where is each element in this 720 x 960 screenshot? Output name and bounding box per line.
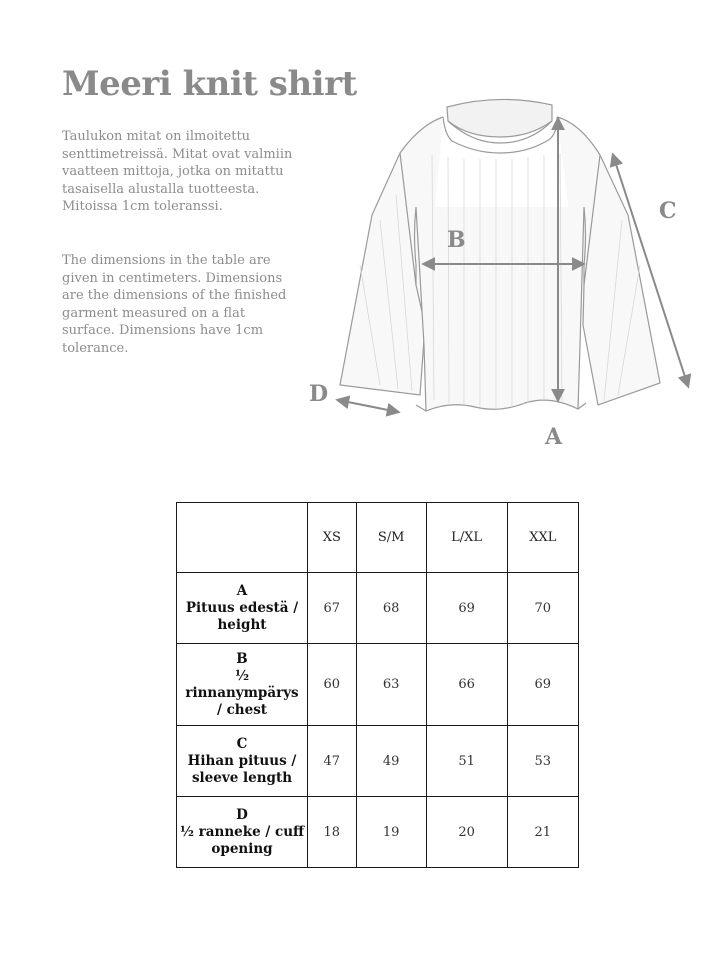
table-cell: 67 [308,573,357,644]
table-cell: 68 [356,573,426,644]
arrow-d-cuff [338,400,398,412]
row-code: B [236,650,248,667]
description-english: The dimensions in the table are given in centimeters. Dimensions are the dimensions of the finished garment measured on a flat surface. Dimensions have 1cm tolerance. [62,253,287,356]
table-cell: 60 [308,644,357,726]
table-cell: 21 [507,797,578,868]
table-cell: 20 [426,797,507,868]
row-name: ½ ranneke / cuff opening [179,823,305,857]
row-header [177,726,308,797]
row-code: A [236,582,248,599]
row-code: D [236,806,248,823]
table-cell: 69 [426,573,507,644]
sweater-drawing [300,95,700,455]
row-header [177,797,308,868]
column-header: XS [308,503,357,573]
row-header [177,644,308,726]
label-a: A [545,424,563,450]
table-cell: 19 [356,797,426,868]
table-row [177,726,579,797]
table-corner-cell [177,503,308,573]
row-name: Pituus edestä / height [185,599,299,633]
description-finnish: Taulukon mitat on ilmoitettu senttimetreissä. Mitat ovat valmiin vaatteen mittoja, jotka on mitattu tasaisella alustalla tuotteesta. Mitoissa 1cm toleranssi. [62,129,293,214]
column-header: L/XL [426,503,507,573]
row-name: ½ rinnanympärys / chest [185,667,299,718]
table-cell: 69 [507,644,578,726]
table-cell: 49 [356,726,426,797]
size-table [176,502,579,868]
column-header: XXL [507,503,578,573]
table-cell: 47 [308,726,357,797]
page-title: Meeri knit shirt [62,64,357,104]
row-name: Hihan pituus / sleeve length [187,752,297,786]
table-cell: 18 [308,797,357,868]
table-cell: 70 [507,573,578,644]
label-d: D [309,381,329,407]
label-c: C [659,198,677,224]
row-code: C [236,735,248,752]
label-b: B [447,227,466,253]
sweater-outline [340,99,660,411]
table-cell: 53 [507,726,578,797]
table-cell: 63 [356,644,426,726]
column-header: S/M [356,503,426,573]
table-row [177,573,579,644]
row-header [177,573,308,644]
table-header-row [177,503,579,573]
table-cell: 51 [426,726,507,797]
table-row [177,644,579,726]
sweater-diagram [300,95,700,455]
table-row [177,797,579,868]
table-cell: 66 [426,644,507,726]
